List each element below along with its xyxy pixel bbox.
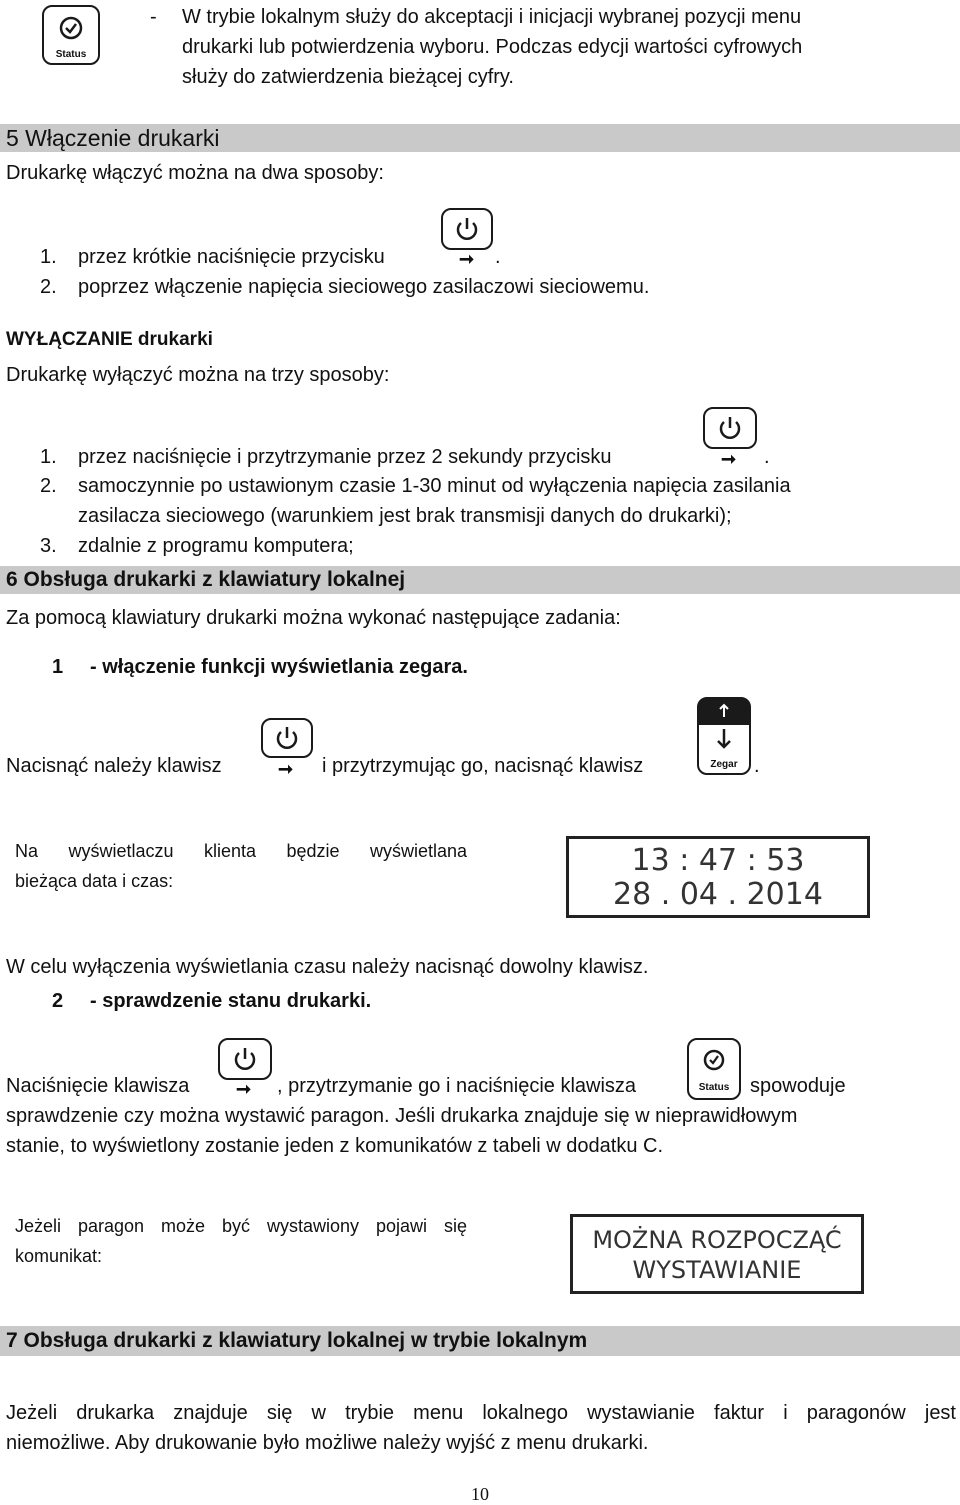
zegar-key [697, 697, 751, 775]
check-part1: Naciśnięcie klawisza [6, 1075, 190, 1097]
on-item2-text: poprzez włączenie napięcia sieciowego zasilaczowi sieciowemu. [78, 276, 650, 298]
section5-heading: 5 Włączenie drukarki [0, 124, 960, 152]
status-caption: Status [698, 1082, 730, 1093]
off-item1-end: . [764, 446, 770, 468]
msg-line1: Jeżeli paragon może być wystawiony pojawi się [15, 1216, 467, 1236]
display-line1: Na wyświetlaczu klienta będzie wyświetlana [15, 841, 467, 861]
status-key [42, 5, 100, 65]
press-part2: i przytrzymując go, nacisnąć klawisz [322, 755, 644, 777]
task2-num: 2 [52, 990, 64, 1012]
section6-intro: Za pomocą klawiatury drukarki można wykonać następujące zadania: [6, 607, 621, 629]
zegar-caption: Zegar [710, 759, 738, 770]
power-key-3 [261, 718, 313, 758]
msg-line2: komunikat: [15, 1246, 103, 1266]
display-line2: bieżąca data i czas: [15, 871, 174, 891]
exit-text: W celu wyłączenia wyświetlania czasu należy nacisnąć dowolny klawisz. [6, 956, 649, 978]
power-icon [220, 1040, 270, 1078]
check-part2: , przytrzymanie go i naciśnięcie klawisza [277, 1075, 637, 1097]
off-item2-line2: zasilacza sieciowego (warunkiem jest brak transmisji danych do drukarki); [78, 505, 732, 527]
task1-num: 1 [52, 656, 64, 678]
clock-display [566, 836, 870, 918]
intro-dash: - [150, 6, 157, 28]
section6-heading: 6 Obsługa drukarki z klawiatury lokalnej [0, 566, 960, 594]
off-subtitle: Drukarkę wyłączyć można na trzy sposoby: [6, 364, 390, 386]
off-item3-text: zdalnie z programu komputera; [78, 535, 354, 557]
press-end: . [754, 755, 760, 777]
off-item1-text: przez naciśnięcie i przytrzymanie przez 2 sekundy przycisku [78, 446, 612, 468]
power-key-4 [218, 1038, 272, 1080]
section7-heading: 7 Obsługa drukarki z klawiatury lokalnej w trybie lokalnym [0, 1326, 960, 1356]
arrow-right-icon: ➞ [459, 249, 475, 269]
check-part3: spowoduje [750, 1075, 846, 1097]
on-item2-num: 2. [40, 276, 57, 298]
arrow-right-icon: ➞ [721, 449, 737, 469]
intro-line3: służy do zatwierdzenia bieżącej cyfry. [182, 66, 514, 88]
on-item1-text: przez krótkie naciśnięcie przycisku [78, 246, 385, 268]
power-key [441, 208, 493, 250]
power-icon [263, 720, 311, 756]
off-item1-num: 1. [40, 446, 57, 468]
power-icon [705, 409, 755, 447]
intro-line1: W trybie lokalnym służy do akceptacji i inicjacji wybranej pozycji menu [182, 6, 802, 28]
status-key-2 [687, 1038, 741, 1100]
lcd-time: 13 : 47 : 53 [631, 843, 805, 878]
lcd-msg2: WYSTAWIANIE [632, 1256, 802, 1284]
power-key-2 [703, 407, 757, 449]
section5-subtitle: Drukarkę włączyć można na dwa sposoby: [6, 162, 384, 184]
section7-line2: niemożliwe. Aby drukowanie było możliwe należy wyjść z menu drukarki. [6, 1432, 649, 1454]
check-line2: sprawdzenie czy można wystawić paragon. Jeśli drukarka znajduje się w nieprawidłowym [6, 1105, 798, 1127]
arrow-right-icon: ➞ [278, 759, 294, 779]
check-line3: stanie, to wyświetlony zostanie jeden z komunikatów z tabeli w dodatku C. [6, 1135, 664, 1157]
intro-line2: drukarki lub potwierdzenia wyboru. Podczas edycji wartości cyfrowych [182, 36, 803, 58]
task1-text: - włączenie funkcji wyświetlania zegara. [90, 656, 468, 678]
off-heading: WYŁĄCZANIE drukarki [6, 329, 213, 350]
off-item2-line1: samoczynnie po ustawionym czasie 1-30 minut od wyłączenia napięcia zasilania [78, 475, 791, 497]
press-part1: Nacisnąć należy klawisz [6, 755, 222, 777]
on-item1-num: 1. [40, 246, 57, 268]
task2-text: - sprawdzenie stanu drukarki. [90, 990, 372, 1012]
page-number: 10 [471, 1484, 489, 1504]
arrow-right-icon: ➞ [236, 1079, 252, 1099]
lcd-msg1: MOŻNA ROZPOCZĄĆ [592, 1226, 842, 1254]
off-item2-num: 2. [40, 475, 57, 497]
off-item3-num: 3. [40, 535, 57, 557]
lcd-date: 28 . 04 . 2014 [613, 877, 823, 912]
power-icon [443, 210, 491, 248]
section7-line1: Jeżeli drukarka znajduje się w trybie menu lokalnego wystawianie faktur i paragonów jest [6, 1402, 956, 1424]
status-key-caption: Status [55, 49, 87, 60]
message-display [570, 1214, 864, 1294]
on-item1-end: . [495, 246, 501, 268]
